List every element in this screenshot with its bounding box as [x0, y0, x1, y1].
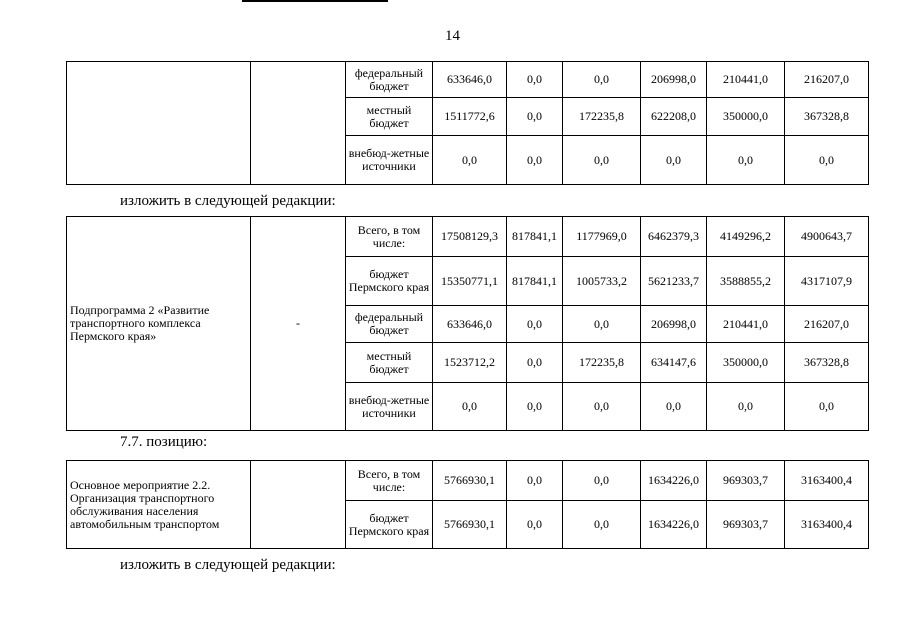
value-cell: 0,0 — [507, 98, 563, 136]
value-cell: 0,0 — [507, 461, 563, 501]
value-cell: 3163400,4 — [785, 461, 869, 501]
value-cell: 0,0 — [707, 136, 785, 185]
source-cell: внебюд-жетные источники — [346, 383, 433, 431]
value-cell: 0,0 — [433, 383, 507, 431]
table-row — [67, 217, 869, 257]
value-cell: 1634226,0 — [641, 461, 707, 501]
value-cell: 210441,0 — [707, 306, 785, 343]
value-cell: 0,0 — [563, 501, 641, 549]
section-heading: 7.7. позицию: — [120, 434, 208, 450]
value-cell: 216207,0 — [785, 306, 869, 343]
value-cell: 0,0 — [433, 136, 507, 185]
table-activity-2-2 — [66, 460, 869, 549]
value-cell: 1005733,2 — [563, 257, 641, 306]
value-cell: 1634226,0 — [641, 501, 707, 549]
value-cell: 0,0 — [507, 501, 563, 549]
source-cell: местный бюджет — [346, 343, 433, 383]
value-cell: 622208,0 — [641, 98, 707, 136]
value-cell: 0,0 — [563, 461, 641, 501]
value-cell: 0,0 — [563, 136, 641, 185]
instruction-text: изложить в следующей редакции: — [120, 193, 336, 209]
value-cell: 0,0 — [563, 306, 641, 343]
source-cell: Всего, в том числе: — [346, 217, 433, 257]
value-cell: 633646,0 — [433, 62, 507, 98]
code-cell: - — [251, 217, 346, 431]
value-cell: 0,0 — [641, 136, 707, 185]
table-subprogram-2 — [66, 216, 869, 431]
value-cell: 4900643,7 — [785, 217, 869, 257]
source-cell: федеральный бюджет — [346, 62, 433, 98]
value-cell: 969303,7 — [707, 501, 785, 549]
value-cell: 3588855,2 — [707, 257, 785, 306]
value-cell: 210441,0 — [707, 62, 785, 98]
value-cell: 817841,1 — [507, 217, 563, 257]
value-cell: 0,0 — [507, 306, 563, 343]
value-cell: 216207,0 — [785, 62, 869, 98]
value-cell: 5621233,7 — [641, 257, 707, 306]
activity-name-cell: Основное мероприятие 2.2. Организация транспортного обслуживания населения автомобильным транспортом — [67, 461, 251, 549]
value-cell: 172235,8 — [563, 98, 641, 136]
value-cell: 0,0 — [507, 62, 563, 98]
value-cell: 172235,8 — [563, 343, 641, 383]
table-budget-continuation — [66, 61, 869, 185]
page-number: 14 — [445, 28, 460, 44]
value-cell: 1511772,6 — [433, 98, 507, 136]
value-cell: 633646,0 — [433, 306, 507, 343]
value-cell: 0,0 — [507, 136, 563, 185]
top-rule — [242, 0, 388, 2]
value-cell: 350000,0 — [707, 98, 785, 136]
value-cell: 367328,8 — [785, 343, 869, 383]
source-cell: бюджет Пермского края — [346, 501, 433, 549]
source-cell: местный бюджет — [346, 98, 433, 136]
value-cell: 5766930,1 — [433, 501, 507, 549]
value-cell: 0,0 — [563, 62, 641, 98]
value-cell: 5766930,1 — [433, 461, 507, 501]
source-cell: бюджет Пермского края — [346, 257, 433, 306]
value-cell: 17508129,3 — [433, 217, 507, 257]
value-cell: 817841,1 — [507, 257, 563, 306]
value-cell: 4317107,9 — [785, 257, 869, 306]
source-cell: внебюд-жетные источники — [346, 136, 433, 185]
value-cell: 6462379,3 — [641, 217, 707, 257]
name-cell-empty — [67, 62, 251, 185]
value-cell: 1177969,0 — [563, 217, 641, 257]
code-cell-empty — [251, 62, 346, 185]
value-cell: 206998,0 — [641, 62, 707, 98]
value-cell: 0,0 — [563, 383, 641, 431]
value-cell: 0,0 — [785, 136, 869, 185]
value-cell: 1523712,2 — [433, 343, 507, 383]
value-cell: 15350771,1 — [433, 257, 507, 306]
value-cell: 206998,0 — [641, 306, 707, 343]
value-cell: 634147,6 — [641, 343, 707, 383]
value-cell: 367328,8 — [785, 98, 869, 136]
value-cell: 0,0 — [785, 383, 869, 431]
value-cell: 350000,0 — [707, 343, 785, 383]
source-cell: федеральный бюджет — [346, 306, 433, 343]
table-row — [67, 62, 869, 98]
code-cell — [251, 461, 346, 549]
value-cell: 0,0 — [707, 383, 785, 431]
value-cell: 969303,7 — [707, 461, 785, 501]
value-cell: 3163400,4 — [785, 501, 869, 549]
source-cell: Всего, в том числе: — [346, 461, 433, 501]
value-cell: 0,0 — [641, 383, 707, 431]
value-cell: 0,0 — [507, 383, 563, 431]
value-cell: 0,0 — [507, 343, 563, 383]
value-cell: 4149296,2 — [707, 217, 785, 257]
subprogram-name-cell: Подпрограмма 2 «Развитие транспортного комплекса Пермского края» — [67, 217, 251, 431]
instruction-text: изложить в следующей редакции: — [120, 557, 336, 573]
table-row — [67, 461, 869, 501]
